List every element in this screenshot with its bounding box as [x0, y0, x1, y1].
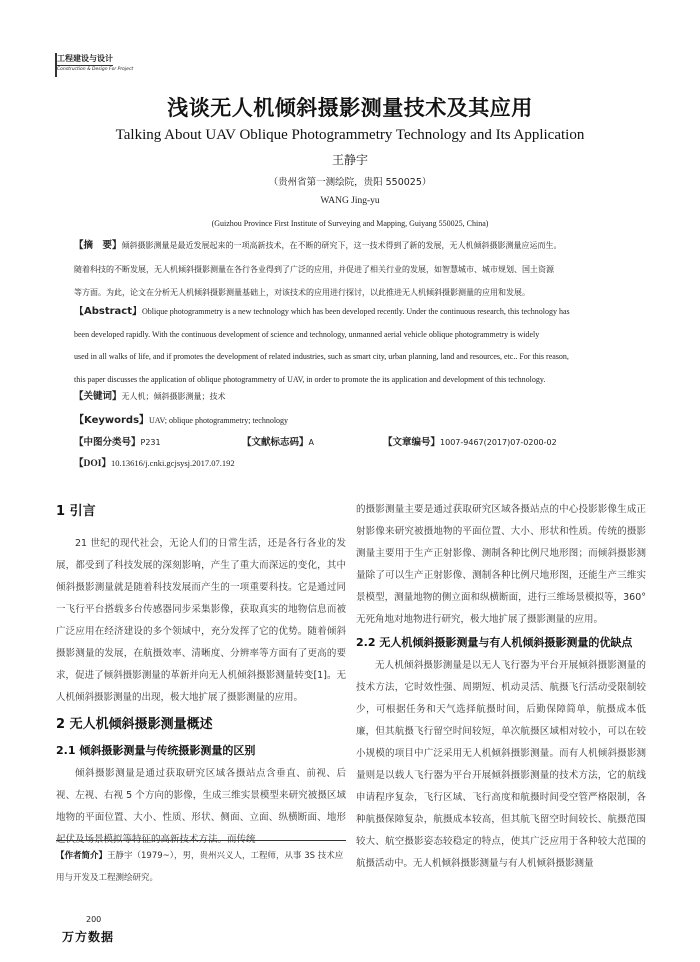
- section-2-1-paragraph: 倾斜摄影测量是通过获取研究区域各摄站点含垂直、前视、后视、左视、右视 5 个方向的影像，生成三维实景模型来研究被摄区域地物的平面位置、大小、性质、形状、侧面、立面、纵横断面、地形起伏及场景模拟等特征的高新技术方法。而传统: [56, 768, 346, 845]
- abstract-cn-line: 等方面。为此，论文在分析无人机倾斜摄影测量基础上，对该技术的应用进行探讨，以此推进无人机倾斜摄影测量的应用和发展。: [74, 288, 530, 297]
- footnote-rule: [56, 840, 346, 841]
- section-2-2-paragraph: 无人机倾斜摄影测量是以无人飞行器为平台开展倾斜摄影测量的技术方法，它时效性强、周期短、机动灵活、航摄飞行活动受限制较少，可根据任务和天气选择航摄时间，后勤保障简单，航摄成本低廉，但其航摄飞行留空时间较短，单次航摄区域相对较小，可以在较小规模的项目中广泛采用无人机倾斜摄影测量。而有人机倾斜摄影测量则是以载人飞行器为平台开展倾斜摄影测量的技术方法，它的航线申请程序复杂，飞行区域、飞行高度和航摄时间受空管严格限制，各种航摄保障复杂，航摄成本较高，但其航飞留空时间较长、航摄范围较大、航空摄影姿态较稳定的特点，使其广泛应用于各种较大范围的航摄活动中。无人机倾斜摄影测量与有人机倾斜摄影测量: [356, 660, 646, 869]
- document-code: [242, 434, 314, 448]
- abstract-en-text-1: Oblique photogrammetry is a new technology which has been developed recently. Under the continuous research, this technology has: [142, 307, 570, 316]
- section-2-heading: 2 无人机倾斜摄影测量概述: [56, 717, 213, 732]
- affiliation-en: (Guizhou Province First Institute of Surveying and Mapping, Guiyang 550025, China): [211, 219, 489, 228]
- left-column: [56, 499, 346, 851]
- footnote-label: 【作者简介】: [56, 851, 108, 861]
- right-column: [356, 499, 646, 875]
- journal-name-en: Construction & Design For Project: [57, 67, 134, 72]
- doi-value: 10.13616/j.cnki.gcjsysj.2017.07.192: [110, 458, 235, 468]
- page-number: 200: [86, 915, 102, 924]
- doc-code-label: 【文献标志码】: [242, 437, 309, 448]
- article-number-label: 【文章编号】: [383, 437, 441, 448]
- footnote-text: 王静宇（1979~），男，贵州兴义人，工程师，从事 3S 技术应用与开发及工程测绘研究。: [56, 851, 344, 883]
- author-cn: 王静宇: [331, 153, 368, 167]
- keywords-cn: [74, 388, 226, 402]
- classification-line: [74, 434, 634, 448]
- abstract-cn-label: 【摘 要】: [74, 240, 122, 251]
- abstract-en: [74, 306, 634, 396]
- abstract-cn-line: 随着科技的不断发展，无人机倾斜摄影测量在各行各业得到了广泛的应用，并促进了相关行业的发展，如智慧城市、城市规划、国土资源: [74, 264, 554, 274]
- keywords-cn-value: 无人机；倾斜摄影测量；技术: [121, 392, 226, 401]
- keywords-en: [74, 411, 288, 426]
- keywords-en-value: UAV; oblique photogrammetry; technology: [149, 416, 289, 425]
- journal-header-rule: [57, 65, 113, 66]
- section-1-paragraph: 21 世纪的现代社会，无论人们的日常生活，还是各行各业的发展，都受到了科技发展的深刻影响，产生了重大而深远的变化，其中倾斜摄影测量就是随着科技发展而产生的一项重要科技。它是通过同一飞行平台搭载多台传感器同步采集影像，获取真实的地物信息而被广泛应用在经济建设的多个领域中，充分发挥了它的优势。随着倾斜摄影测量的发展，在航摄效率、清晰度、分辨率等方面有了更高的要求，促进了倾斜摄影测量的革新并向无人机倾斜摄影测量转变[1]。无人机倾斜摄影测量的出现，极大地扩展了摄影测量的应用。: [56, 538, 346, 703]
- abstract-en-line: this paper discusses the application of oblique photogrammetry of UAV, in order to promote the its application and development of this technology.: [74, 374, 546, 384]
- author-en: WANG Jing-yu: [320, 196, 380, 206]
- abstract-en-line: used in all walks of life, and if promotes the development of related industries, such as smart city, urban planning, land and resources, etc.. For this reason,: [74, 352, 569, 361]
- article-number: [383, 434, 557, 448]
- journal-header: [57, 53, 134, 73]
- keywords-cn-label: 【关键词】: [74, 391, 122, 402]
- paper-title-en: Talking About UAV Oblique Photogrammetry Technology and Its Application: [115, 127, 585, 143]
- section-2-2-heading: 2.2 无人机倾斜摄影测量与有人机倾斜摄影测量的优缺点: [356, 636, 633, 649]
- journal-name-cn: 工程建设与设计: [57, 54, 113, 63]
- doi-line: [74, 455, 235, 469]
- clc-number: [74, 434, 161, 448]
- abstract-en-line: [74, 306, 634, 329]
- doi-label: 【DOI】: [74, 459, 111, 469]
- paper-title-cn: 浅谈无人机倾斜摄影测量技术及其应用: [167, 96, 533, 120]
- abstract-cn-line: [74, 239, 634, 263]
- abstract-cn-text-1: 倾斜摄影测量是最近发展起来的一项高新技术，在不断的研究下，这一技术得到了新的发展，无人机倾斜摄影测量应运而生。: [121, 241, 562, 250]
- section-2-1-heading: 2.1 倾斜摄影测量与传统摄影测量的区别: [56, 744, 256, 757]
- doc-code-value: A: [308, 438, 314, 447]
- clc-label: 【中图分类号】: [74, 437, 141, 448]
- affiliation-cn: （贵州省第一测绘院，贵阳 550025）: [268, 177, 432, 188]
- right-column-paragraph-1: 的摄影测量主要是通过获取研究区域各摄站点的中心投影影像生成正射影像来研究被摄地物的平面位置、大小、形状和性质。传统的摄影测量主要用于生产正射影像、测制各种比例尺地形图；而倾斜摄影测量除了可以生产正射影像、测制各种比例尺地形图，还能生产三维实景模型，测量地物的侧立面和纵横断面，进行三维场景模拟等，360°无死角地对地物进行研究，极大地扩展了摄影测量的应用。: [356, 504, 646, 625]
- abstract-en-label: 【Abstract】: [74, 306, 143, 317]
- clc-value: P231: [140, 438, 161, 447]
- author-footnote: [56, 845, 346, 889]
- abstract-cn: [74, 239, 634, 310]
- keywords-en-label: 【Keywords】: [74, 415, 150, 426]
- publisher-logo: 万方数据: [62, 930, 115, 944]
- article-number-value: 1007-9467(2017)07-0200-02: [440, 438, 557, 447]
- abstract-en-line: been developed rapidly. With the continuous development of science and technology, unmanned aerial vehicle oblique photogrammetry is widely: [74, 329, 540, 339]
- section-1-heading: 1 引言: [56, 504, 96, 519]
